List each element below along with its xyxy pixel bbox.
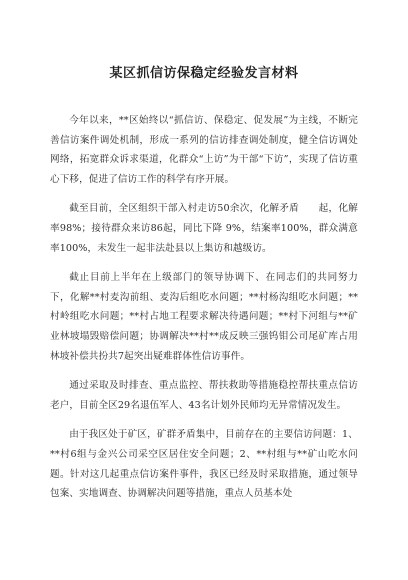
paragraph-key-petitioners: 通过采取及时排查、重点监控、帮扶救助等措施稳控帮扶重点信访老户，目前全区29名退伍军人、43名计划外民师均无异常情况发生。 bbox=[50, 380, 358, 411]
paragraph-statistics: 截至目前，全区组织干部入村走访50余次，化解矛盾 起，化解率98%；接待群众来访86起，同比下降 9%，结案率100%，群众满意率100%，未发生一起非法赴县以上集访和越级访。 bbox=[50, 203, 358, 254]
paragraph-existing-issues: 由于我区处于矿区，矿群矛盾集中，目前存在的主要信访问题：1、**村6组与金兴公司采空区居住安全问题；2、**村组与**矿山吃水问题。针对这几起重点信访案件事件，我区已经及时采取措施，通过领导包案、实地调查、协调解决问题等措施，重点人员基本处 bbox=[50, 429, 358, 500]
paragraph-resolved-cases: 截止目前上半年在上级部门的领导协调下、在同志们的共同努力下，化解**村麦沟前组、麦沟后组吃水问题；**村杨沟组吃水问题；**村岭组吃水问题；**村占地工程要求解决待遇问题；**村下河组与**矿业林坡塌毁赔偿问题；协调解决**村**成反映三强钨钼公司尾矿库占用林坡补偿共扮共7起突出疑难群体性信访事件。 bbox=[50, 272, 358, 362]
document-title: 某区抓信访保稳定经验发言材料 bbox=[109, 66, 299, 81]
paragraph-intro: 今年以来，**区始终以“抓信访、保稳定、促发展”为主线，不断完善信访案件调处机制，形成一系列的信访排查调处制度，健全信访调处网络，拓宽群众诉求渠道，化群众“上访”为干部“下访”，实现了信访重心下移，促进了信访工作的科学有序开展。 bbox=[50, 115, 358, 185]
